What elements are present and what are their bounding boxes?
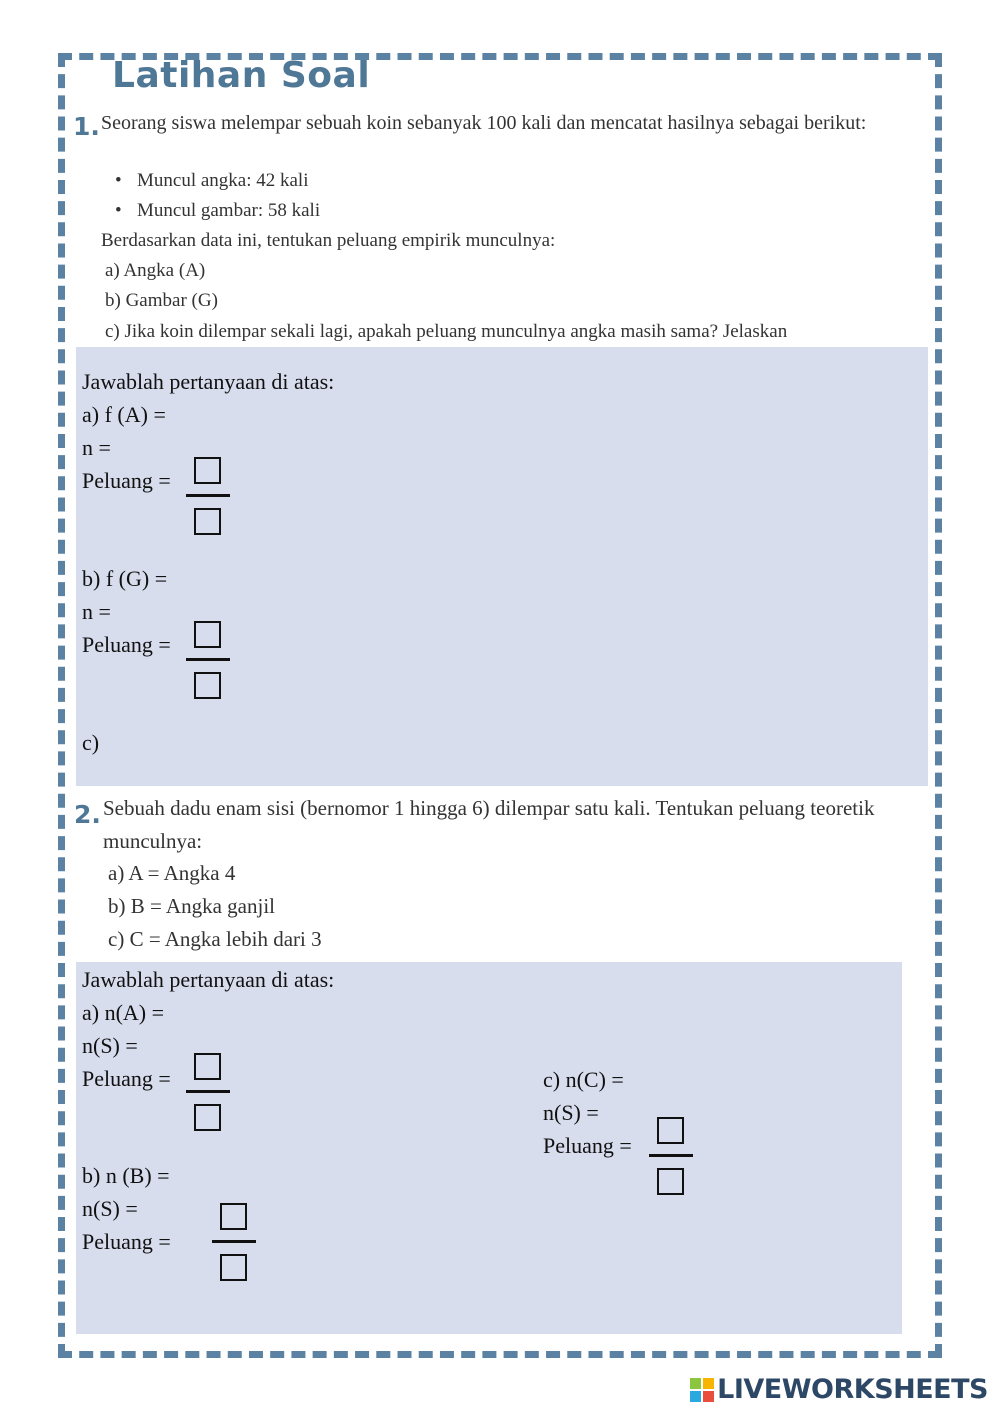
fraction-bar (212, 1240, 256, 1243)
question-1-part-c: c) Jika koin dilempar sekali lagi, apakah peluang munculnya angka masih sama? Jelaskan (105, 321, 788, 342)
question-1-part-a: a) Angka (A) (105, 260, 206, 281)
answer-2c-n: c) n(C) = (543, 1067, 624, 1092)
question-1-bullets (115, 166, 320, 226)
denominator-box[interactable] (194, 1104, 221, 1131)
answer-1a-peluang: Peluang = (82, 468, 171, 493)
question-2-part-a: a) A = Angka 4 (108, 861, 236, 885)
answer-area-2[interactable] (76, 962, 902, 1334)
question-1-text: Seorang siswa melempar sebuah koin sebanyak 100 kali dan mencatat hasilnya sebagai berikut: (101, 112, 867, 134)
fraction-1b (186, 621, 230, 699)
fraction-2c (649, 1117, 693, 1195)
liveworksheets-logo (690, 1374, 988, 1405)
denominator-box[interactable] (194, 672, 221, 699)
answer-1a-frequency: a) f (A) = (82, 402, 166, 427)
question-2-part-b: b) B = Angka ganjil (108, 894, 275, 918)
answer-2b-n: b) n (B) = (82, 1163, 170, 1188)
fraction-2a (186, 1053, 230, 1131)
fraction-bar (186, 658, 230, 661)
answer-1a-n: n = (82, 435, 111, 460)
logo-text: LIVEWORKSHEETS (717, 1374, 988, 1405)
page-title: Latihan Soal (112, 55, 371, 96)
numerator-box[interactable] (194, 621, 221, 648)
fraction-bar (186, 494, 230, 497)
bullet-item: • Muncul angka: 42 kali (115, 166, 320, 196)
question-1-part-b: b) Gambar (G) (105, 290, 218, 311)
question-1-number: 1. (73, 112, 100, 141)
question-2-part-c: c) C = Angka lebih dari 3 (108, 927, 322, 951)
numerator-box[interactable] (657, 1117, 684, 1144)
numerator-box[interactable] (220, 1203, 247, 1230)
answer-1-header: Jawablah pertanyaan di atas: (82, 369, 335, 394)
answer-2b-peluang: Peluang = (82, 1229, 171, 1254)
fraction-bar (186, 1090, 230, 1093)
fraction-bar (649, 1154, 693, 1157)
logo-grid-icon (690, 1378, 714, 1402)
answer-1b-peluang: Peluang = (82, 632, 171, 657)
denominator-box[interactable] (657, 1168, 684, 1195)
question-1-prompt: Berdasarkan data ini, tentukan peluang empirik munculnya: (101, 230, 556, 251)
answer-2a-ns: n(S) = (82, 1033, 138, 1058)
answer-2c-peluang: Peluang = (543, 1133, 632, 1158)
answer-1c-label: c) (82, 730, 100, 755)
question-2-text: Sebuah dadu enam sisi (bernomor 1 hingga 6) dilempar satu kali. Tentukan peluang teoretik munculnya: (103, 796, 875, 853)
denominator-box[interactable] (220, 1254, 247, 1281)
answer-2b-ns: n(S) = (82, 1196, 138, 1221)
denominator-box[interactable] (194, 508, 221, 535)
answer-2c-ns: n(S) = (543, 1100, 599, 1125)
fraction-2b (212, 1203, 256, 1281)
fraction-1a (186, 457, 230, 535)
numerator-box[interactable] (194, 457, 221, 484)
answer-2a-peluang: Peluang = (82, 1066, 171, 1091)
answer-1b-frequency: b) f (G) = (82, 566, 168, 591)
answer-2a-n: a) n(A) = (82, 1000, 165, 1025)
answer-2-header: Jawablah pertanyaan di atas: (82, 967, 335, 992)
answer-1b-n: n = (82, 599, 111, 624)
answer-area-1[interactable] (76, 347, 928, 786)
bullet-item: • Muncul gambar: 58 kali (115, 196, 320, 226)
question-2-number: 2. (74, 800, 101, 829)
numerator-box[interactable] (194, 1053, 221, 1080)
